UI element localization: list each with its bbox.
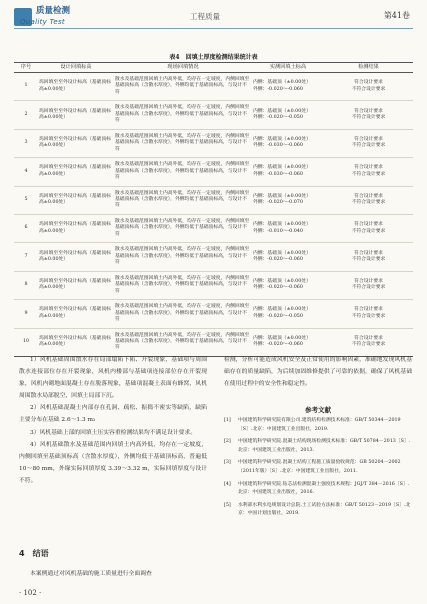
measured-level-cell (252, 186, 324, 214)
measured-level-cell (252, 271, 324, 299)
measured-level-cell (252, 243, 324, 271)
result-value: 不符合设计要求 (351, 143, 386, 149)
measured-value: 外侧：-0.020～-0.050 (253, 115, 303, 121)
reference-text: 中国建筑科学研究院.混凝土结构现场检测技术标准：GB/T 50784－2013［S］.北京：中国建筑工业出版社，2013. (238, 439, 411, 453)
journal-name-en: Quality Test (20, 18, 65, 26)
conclusion-paragraph: 本案例通过对风机基础的施工质量进行全面调查 (30, 571, 152, 577)
measured-level-cell (252, 73, 324, 101)
journal-name: 质量检测 (36, 6, 71, 16)
header-divider (14, 28, 413, 29)
site-condition-cell: 散水及基础范围回填土内高外低，均存在一定坡度，内侧回填至基础顶标高（含散水厚度），外侧均低于基础顶标高，与设计不符 (114, 101, 252, 129)
result-value: 符合设计要求 (354, 335, 383, 341)
row-number: 4 (14, 158, 38, 186)
col-header-measured: 实测回填土标高 (252, 63, 324, 73)
result-cell (324, 300, 413, 328)
measured-value: 外侧：-0.030～-0.060 (253, 143, 303, 149)
finding-paragraph: 4）风机基础散水及基础范围内回填土内高外低，均存在一定坡度，内侧回填至基础顶标高（含散水厚度），外侧均低于基础顶标高，普遍低 10～80 mm，外缘实际回填厚度 3.39～3.32 m，实际回填厚度与设计不符。 (19, 441, 207, 484)
design-level-cell: 坞回填至至外设计标高（基础顶标高±0.00处） (38, 271, 114, 299)
measured-value: 内侧：基础顶（±0.00处） (253, 165, 311, 171)
measured-level-cell (252, 300, 324, 328)
measured-value: 外侧：-0.020～-0.070 (253, 200, 303, 206)
volume-label: 第41卷 (383, 11, 410, 20)
measured-value: 内侧：基础顶（±0.00处） (253, 307, 311, 313)
measured-value: 外侧：-0.020～-0.050 (253, 313, 303, 319)
site-condition-cell: 散水及基础范围回填土内高外低，均存在一定坡度，内侧回填至基础顶标高（含散水厚度），外侧均低于基础顶标高，与设计不符 (114, 158, 252, 186)
reference-number: [3] (224, 460, 231, 466)
measured-value: 内侧：基础顶（±0.00处） (253, 250, 311, 256)
measured-level-cell (252, 101, 324, 129)
design-level-cell: 坞回填至至外设计标高（基础顶标高±0.00处） (38, 300, 114, 328)
site-condition-cell: 散水及基础范围回填土内高外低，均存在一定坡度，内侧回填至基础顶标高（含散水厚度），外侧均低于基础顶标高，与设计不符 (114, 214, 252, 242)
page-number: · 102 · (19, 589, 42, 597)
result-value: 符合设计要求 (354, 193, 383, 199)
table-row (14, 328, 413, 356)
measured-value: 外侧：-0.030～-0.060 (253, 171, 303, 177)
reference-text: 中国建筑科学研究院有限公司.建筑结构检测技术标准：GB/T 50344－2019［S］.北京：中国建筑工业出版社，2019. (238, 418, 401, 432)
table-row (14, 129, 413, 157)
result-value: 不符合设计要求 (351, 285, 386, 291)
result-value: 符合设计要求 (354, 80, 383, 86)
design-level-cell: 坞回填至至外设计标高（基础顶标高±0.00处） (38, 186, 114, 214)
measured-value: 外侧：-0.020～-0.060 (253, 257, 303, 263)
reference-text: 中国建筑科学研究院.混凝土结构工程施工质量验收规范：GB 50204－2002（2011年版）［S］.北京：中国建筑工业出版社，2011. (238, 460, 401, 474)
measured-level-cell (252, 328, 324, 356)
measured-value: 外侧：-0.020～-0.060 (253, 285, 303, 291)
result-value: 不符合设计要求 (351, 228, 386, 234)
col-header-no: 序号 (14, 63, 38, 73)
results-table (14, 62, 413, 357)
result-value: 不符合设计要求 (351, 313, 386, 319)
reference-item (224, 438, 412, 455)
result-value: 不符合设计要求 (351, 171, 386, 177)
measured-value: 内侧：基础顶（±0.00处） (253, 335, 311, 341)
table-row (14, 214, 413, 242)
reference-list (224, 417, 412, 523)
reference-number: [5] (224, 502, 231, 508)
measured-value: 外侧：-0.020～-0.060 (253, 342, 303, 348)
col-header-design: 设计回填标高 (38, 63, 114, 73)
design-level-cell: 坞回填至至外设计标高（基础顶标高±0.00处） (38, 129, 114, 157)
finding-paragraph: 1）风机基础周围散水存在局部塌陷下陷、开裂现象，基础项与周围散水连接部位存在开裂现象，风机内楼部与基础项连接部位存在开裂现象，风机内砌地面混凝土存在脱落现象，基础项混凝土表面有蜂窝，风机周围散水局部脱空，回填土局部下沉。 (19, 357, 207, 400)
result-value: 不符合设计要求 (351, 115, 386, 121)
design-level-cell: 坞回填至至外设计标高（基础顶标高±0.00处） (38, 243, 114, 271)
design-level-cell: 坞回填至至外设计标高（基础顶标高±0.00处） (38, 214, 114, 242)
result-value: 符合设计要求 (354, 250, 383, 256)
result-value: 不符合设计要求 (351, 200, 386, 206)
table-row (14, 243, 413, 271)
reference-item (224, 417, 412, 434)
reference-item (224, 481, 412, 498)
left-column (19, 354, 207, 487)
result-cell (324, 243, 413, 271)
result-value: 符合设计要求 (354, 307, 383, 313)
row-number: 5 (14, 186, 38, 214)
measured-value: 内侧：基础顶（±0.00处） (253, 193, 311, 199)
site-condition-cell: 散水及基础范围回填土内高外低，均存在一定坡度，内侧回填至基础顶标高（含散水厚度），外侧均低于基础顶标高，与设计不符 (114, 129, 252, 157)
table-row (14, 271, 413, 299)
table-row (14, 300, 413, 328)
page-header (0, 0, 427, 30)
result-cell (324, 186, 413, 214)
result-value: 符合设计要求 (354, 108, 383, 114)
measured-value: 内侧：基础顶（±0.00处） (253, 222, 311, 228)
measured-value: 内侧：基础顶（±0.00处） (253, 279, 311, 285)
table-row (14, 158, 413, 186)
design-level-cell: 坞回填至至外设计标高（基础顶标高±0.00处） (38, 101, 114, 129)
reference-number: [2] (224, 439, 231, 445)
design-level-cell: 坞回填至至外设计标高（基础顶标高±0.00处） (38, 158, 114, 186)
result-cell (324, 101, 413, 129)
reference-number: [1] (224, 418, 231, 423)
finding-paragraph: 3）风机基础上部的回填土压实容重检测结果均不满足设计要求。 (30, 429, 197, 436)
table-row (14, 186, 413, 214)
measured-level-cell (252, 214, 324, 242)
table-caption: 表4 回填土厚度检测结果统计表 (169, 54, 258, 61)
measured-value: 内侧：基础顶（±0.00处） (253, 80, 311, 86)
result-cell (324, 158, 413, 186)
row-number: 1 (14, 73, 38, 101)
right-column (224, 354, 412, 390)
design-level-cell: 坞回填至至外设计标高（基础顶标高±0.00处） (38, 328, 114, 356)
row-number: 2 (14, 101, 38, 129)
result-value: 不符合设计要求 (351, 342, 386, 348)
measured-value: 内侧：基础顶（±0.00处） (253, 108, 311, 114)
site-condition-cell: 散水及基础范围回填土内高外低，均存在一定坡度，内侧回填至基础顶标高（含散水厚度），外侧均低于基础顶标高，与设计不符 (114, 328, 252, 356)
reference-text: 中国建筑科学研究院.钻芯法检测混凝土强度技术规程：JGJ/T 384－2016［S］.北京：中国建筑工业出版社，2016. (238, 481, 410, 496)
result-cell (324, 271, 413, 299)
row-number: 3 (14, 129, 38, 157)
result-value: 符合设计要求 (354, 279, 383, 285)
site-condition-cell: 散水及基础范围回填土内高外低，均存在一定坡度，内侧回填至基础顶标高（含散水厚度），外侧均低于基础顶标高，与设计不符 (114, 73, 252, 101)
measured-level-cell (252, 158, 324, 186)
col-header-result: 检测结果 (324, 63, 413, 73)
site-condition-cell: 散水及基础范围回填土内高外低，均存在一定坡度，内侧回填至基础顶标高（含散水厚度），外侧均低于基础顶标高，与设计不符 (114, 243, 252, 271)
table-header-row (14, 63, 413, 73)
measured-level-cell (252, 129, 324, 157)
result-cell (324, 214, 413, 242)
references-heading: 参考文献 (305, 406, 331, 414)
section-name: 工程质量 (190, 12, 220, 21)
result-value: 符合设计要求 (354, 222, 383, 228)
row-number: 9 (14, 300, 38, 328)
result-value: 不符合设计要求 (351, 86, 386, 92)
result-value: 不符合设计要求 (351, 257, 386, 263)
result-cell (324, 73, 413, 101)
reference-item (224, 459, 412, 476)
row-number: 8 (14, 271, 38, 299)
reference-text: 水利部水利水电规划设计总院.土工试验方法标准：GB/T 50123－2019［S］.北京：中国计划出版社，2019. (238, 502, 411, 517)
conclusion-continued: 检测，分析可能造成风机安全及正常使用的影响因素，准确地发现风机基础存在的质量缺陷，为后续加固维修提供了可靠的依据，确保了风机基础在使用过程中的安全性和稳定性。 (224, 357, 412, 388)
result-cell (324, 328, 413, 356)
reference-item (224, 502, 412, 519)
result-cell (324, 129, 413, 157)
section-heading: 4 结语 (19, 549, 49, 558)
finding-paragraph: 2）风机基础混凝土内部存在孔洞、疏松、振捣不密实等缺陷，缺陷主要分布在基础 2.6～1.3 m₂ (19, 405, 207, 424)
row-number: 7 (14, 243, 38, 271)
row-number: 10 (14, 328, 38, 356)
table-row (14, 73, 413, 101)
measured-value: 内侧：基础顶（±0.00处） (253, 137, 311, 143)
measured-value: 外侧：-0.020～-0.060 (253, 86, 303, 92)
site-condition-cell: 散水及基础范围回填土内高外低，均存在一定坡度，内侧回填至基础顶标高（含散水厚度），外侧均低于基础顶标高，与设计不符 (114, 186, 252, 214)
site-condition-cell: 散水及基础范围回填土内高外低，均存在一定坡度，内侧回填至基础顶标高（含散水厚度），外侧均低于基础顶标高，与设计不符 (114, 271, 252, 299)
site-condition-cell: 散水及基础范围回填土内高外低，均存在一定坡度，内侧回填至基础顶标高（含散水厚度），外侧均低于基础顶标高，与设计不符 (114, 300, 252, 328)
table-row (14, 101, 413, 129)
result-value: 符合设计要求 (354, 137, 383, 143)
row-number: 6 (14, 214, 38, 242)
col-header-site: 现场回填情况 (114, 63, 252, 73)
reference-number: [4] (224, 481, 231, 487)
design-level-cell: 坞回填至至外设计标高（基础顶标高±0.00处） (38, 73, 114, 101)
measured-value: 外侧：-0.010～-0.040 (253, 228, 303, 234)
result-value: 符合设计要求 (354, 165, 383, 171)
